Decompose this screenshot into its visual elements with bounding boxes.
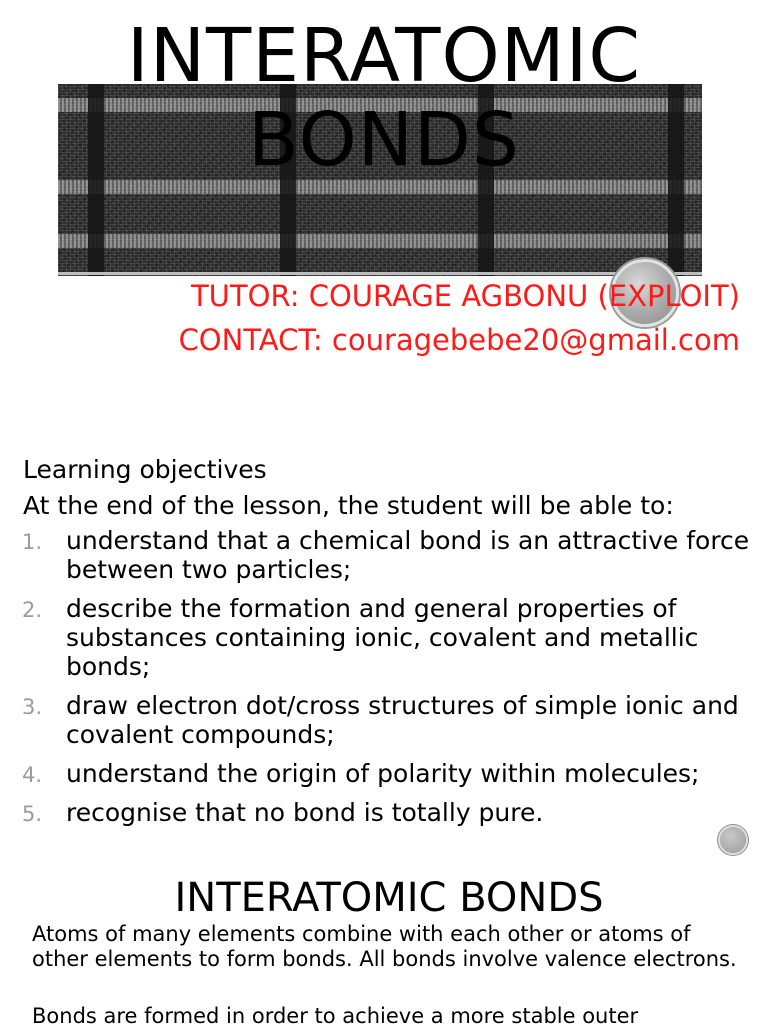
list-item [22,691,752,749]
texture-border-bottom [58,272,702,275]
content-slide [0,866,768,1028]
list-item-text: understand that a chemical bond is an attractive force between two particles; [66,526,750,584]
list-item [22,759,752,788]
paragraph: Bonds are formed in order to achieve a more stable outer [32,1004,639,1028]
list-item [22,594,752,681]
slide-title: INTERATOMIC BONDS [126,13,642,183]
list-number: 1. [22,530,43,554]
tutor-line: TUTOR: COURAGE AGBONU (EXPLOIT) [190,279,740,313]
list-item-text: recognise that no bond is totally pure. [66,798,544,827]
texture-band [58,234,702,248]
decorative-circle [718,825,748,855]
list-item-text: draw electron dot/cross structures of simple ionic and covalent compounds; [66,691,739,749]
contact-line: CONTACT: couragebebe20@gmail.com [178,323,740,357]
paragraph: Atoms of many elements combine with each other or atoms of other elements to form bonds. All bonds involve valence electrons. [32,922,737,971]
list-item-text: understand the origin of polarity within molecules; [66,759,700,788]
list-number: 2. [22,598,43,622]
objectives-heading: Learning objectives [23,455,267,484]
list-number: 4. [22,763,43,787]
list-number: 3. [22,695,43,719]
list-item [22,526,752,584]
list-item [22,798,752,827]
objectives-list [22,526,752,837]
slide-title: INTERATOMIC BONDS [174,875,604,921]
objectives-intro: At the end of the lesson, the student will be able to: [23,491,674,520]
list-item-text: describe the formation and general properties of substances containing ionic, covalent and metallic bonds; [66,594,699,681]
title-slide [0,0,768,420]
list-number: 5. [22,802,43,826]
objectives-slide [0,440,768,865]
